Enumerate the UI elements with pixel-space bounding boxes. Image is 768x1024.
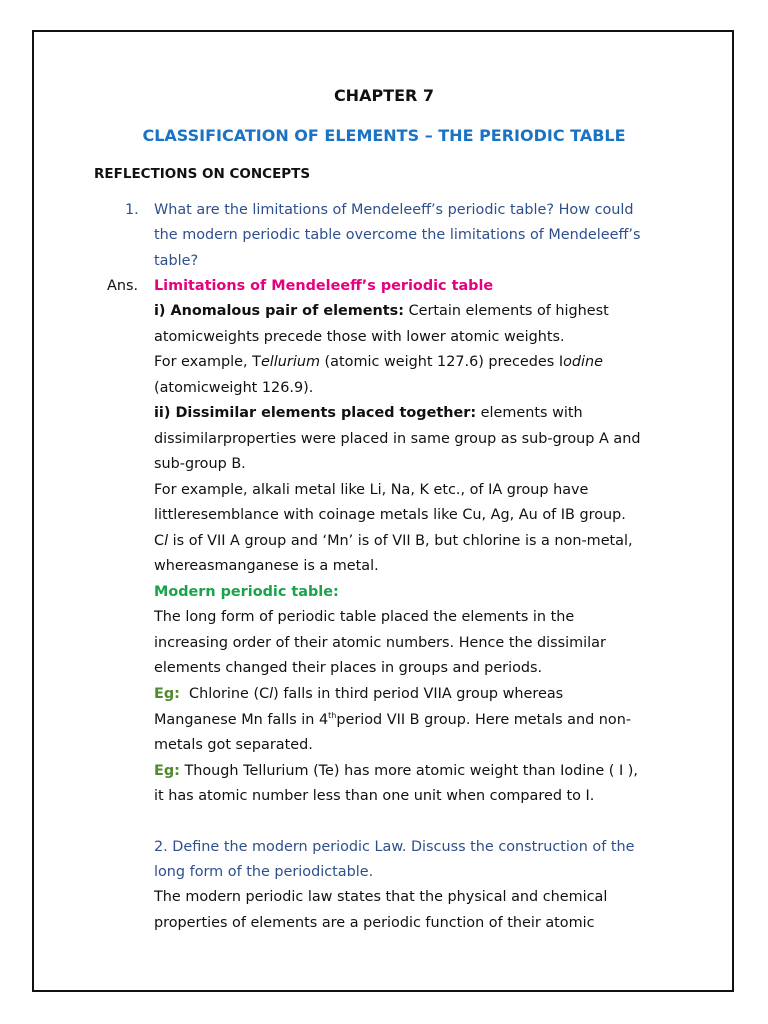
law-line: The modern periodic law states that the physical and chemical [154, 889, 608, 905]
italic-text: l [164, 533, 169, 549]
text: Manganese Mn falls in 4 [154, 712, 329, 728]
anomalous-example [154, 350, 603, 376]
anomalous-line: (atomicweight 126.9). [154, 380, 314, 396]
example-text: For example, T [154, 354, 261, 370]
text: Chlorine (C [179, 686, 270, 702]
law-line: properties of elements are a periodic function of their atomic [154, 915, 595, 931]
dissimilar-heading: ii) Dissimilar elements placed together: [154, 405, 477, 421]
text: period VII B group. Here metals and non- [336, 712, 632, 728]
q1-line: the modern periodic table overcome the limitations of Mendeleeff’s [154, 227, 641, 243]
eg1-line: metals got separated. [154, 737, 313, 753]
eg1-line [154, 682, 563, 708]
modern-line: The long form of periodic table placed the elements in the [154, 609, 575, 625]
text: Though Tellurium (Te) has more atomic weight than Iodine ( I ), [179, 763, 638, 779]
dissimilar-line [154, 401, 583, 427]
italic-text: l [269, 686, 274, 702]
dissimilar-text: elements with [476, 405, 583, 421]
dissimilar-line: For example, alkali metal like Li, Na, K etc., of IA group have [154, 482, 589, 498]
ans-label: Ans. [107, 278, 139, 294]
anomalous-text: Certain elements of highest [404, 303, 609, 319]
section-heading: REFLECTIONS ON CONCEPTS [94, 166, 311, 182]
text: is of VII A group and ‘Mn’ is of VII B, but chlorine is a non-metal, [168, 533, 633, 549]
q1-number: 1. [125, 202, 139, 218]
anomalous-line: atomicweights precede those with lower atomic weights. [154, 329, 565, 345]
dissimilar-line: whereasmanganese is a metal. [154, 558, 379, 574]
text: ) falls in third period VIIA group whereas [273, 686, 564, 702]
anomalous-heading: i) Anomalous pair of elements: [154, 303, 404, 319]
q1-line: What are the limitations of Mendeleeff’s periodic table? How could [154, 202, 634, 218]
example-text: (atomic weight 127.6) precedes I [319, 354, 564, 370]
chapter-title: CLASSIFICATION OF ELEMENTS – THE PERIODIC TABLE [142, 126, 626, 145]
dissimilar-line: dissimilarproperties were placed in same group as sub-group A and [154, 431, 641, 447]
anomalous-line [154, 299, 609, 325]
q2-line: long form of the periodictable. [154, 864, 374, 880]
text: C [154, 533, 165, 549]
superscript: th [328, 711, 337, 721]
chapter-heading: CHAPTER 7 [333, 86, 435, 105]
eg-label: Eg: [154, 686, 180, 702]
eg2-line [154, 759, 638, 785]
modern-line: increasing order of their atomic numbers. Hence the dissimilar [154, 635, 606, 651]
q2-line: 2. Define the modern periodic Law. Discuss the construction of the [154, 839, 635, 855]
italic-text: ellurium [260, 354, 320, 370]
eg-label: Eg: [154, 763, 180, 779]
modern-line: elements changed their places in groups and periods. [154, 660, 543, 676]
q1-line: table? [154, 253, 199, 269]
eg2-line: it has atomic number less than one unit when compared to I. [154, 788, 595, 804]
dissimilar-line: littleresemblance with coinage metals like Cu, Ag, Au of IB group. [154, 507, 626, 523]
limitations-heading: Limitations of Mendeleeff’s periodic table [154, 278, 494, 294]
dissimilar-line: sub-group B. [154, 456, 246, 472]
italic-text: odine [563, 354, 604, 370]
dissimilar-line [154, 529, 633, 555]
eg1-line [154, 708, 631, 734]
modern-heading: Modern periodic table: [154, 584, 339, 600]
